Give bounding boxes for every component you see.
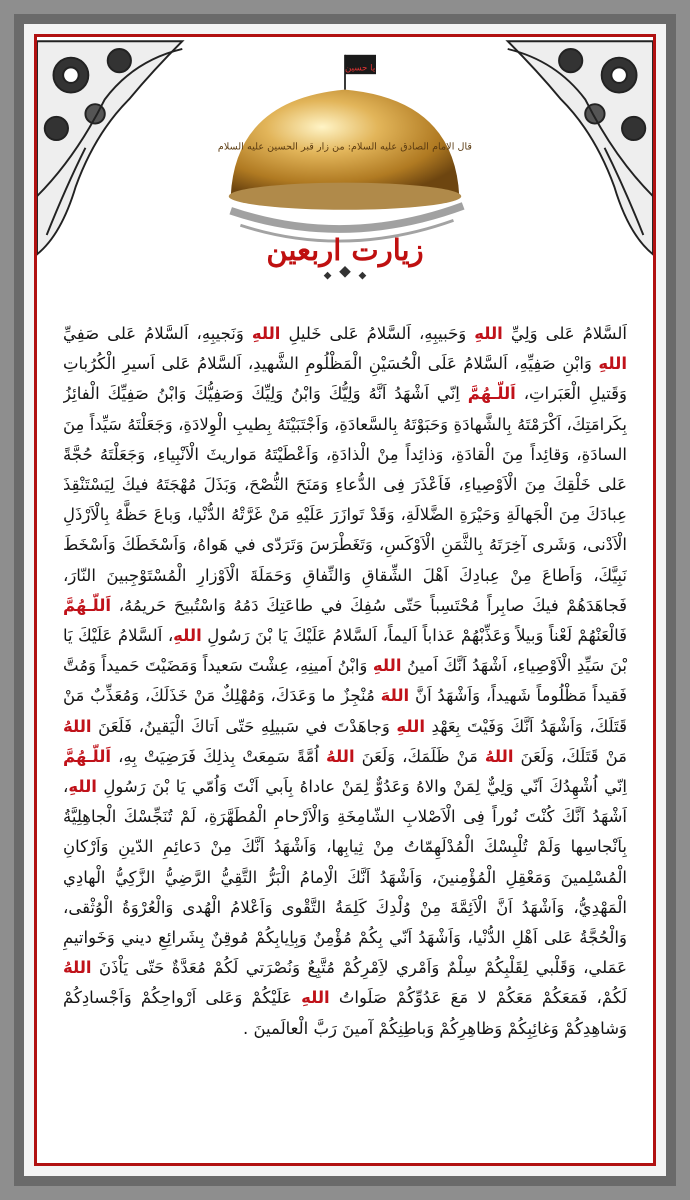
red-word: اللهِ xyxy=(173,626,202,646)
red-word: اللهُ xyxy=(484,746,514,766)
text-segment: لَكُمْ، فَمَعَكُمْ مَعَكُمْ لا مَعَ عَدُوِّكُمْ صَلَواتُ xyxy=(329,988,627,1008)
left-floral-ornament xyxy=(37,41,182,254)
red-word: اللهِ xyxy=(251,324,281,343)
text-segment: اِنّي اُشْهِدُكَ اَنّي وَلِيٌّ لِمَنْ والاهُ وَعَدُوٌّ لِمَنْ عاداهُ بِاَبي اَنْتَ وَاُمّي يَا بْنَ رَسُولِ xyxy=(96,777,627,797)
ziyarat-text xyxy=(63,319,627,1143)
text-segment: اُمَّةً سَمِعَتْ بِذلِكَ فَرَضِيَتْ بِهِ، xyxy=(111,746,327,766)
red-word: اللهُ xyxy=(326,746,355,766)
text-segment: اَلسَّلامُ عَلى وَلِيِّ xyxy=(502,324,627,343)
dome-inscription: قال الامام الصادق عليه السلام: من زار قبر الحسين عليه السلام xyxy=(217,141,473,153)
text-segment: فَالْعَنْهُمْ لَعْناً وَبيلاً وَعَذِّبْهُمْ عَذاباً اَليماً، اَلسَّلامُ عَلَيْكَ يَا بْنَ رَسُولِ xyxy=(201,626,627,646)
red-word: اللهِ xyxy=(301,988,330,1008)
text-segment: وَنَجيبِهِ، اَلسَّلامُ عَلى صَفِيِّ xyxy=(63,324,252,343)
ziyarat-paragraph xyxy=(63,319,627,1044)
text-segment: وَابْنُ اَمينِهِ، عِشْتَ سَعيداً وَمَضَيْتَ حَميداً وَمُتَّ فَقيداً مَظْلُوماً شَهيداً، وَاَشْهَدُ اَنَّ xyxy=(63,656,627,706)
red-word: اللهِ xyxy=(474,324,503,343)
red-word: اللهُ xyxy=(63,958,92,978)
page-frame xyxy=(14,14,676,1186)
red-word: اللهِ xyxy=(598,354,627,374)
red-word: اللهُ xyxy=(63,716,92,736)
text-segment: وَجاهَدْتَ في سَبيلِهِ حَتّى اَتاكَ الْيَقينُ، فَلَعَنَ xyxy=(91,716,397,736)
dome-image xyxy=(229,55,461,210)
content-border xyxy=(34,34,656,1166)
text-segment: وَحَبيبِهِ، اَلسَّلامُ عَلى خَليلِ xyxy=(280,324,475,343)
right-floral-ornament xyxy=(508,41,653,254)
page-title: زیارت اربعین xyxy=(266,233,424,267)
red-word: اللهِ xyxy=(372,656,402,676)
text-segment: مُنْجِزٌ ما وَعَدَكَ، وَمُهْلِكٌ مَنْ خَذَلَكَ، وَمُعَذِّبٌ مَنْ قَتَلَكَ، وَاَشْهَدُ اَنَّكَ وَفَيْتَ بِعَهْدِ xyxy=(63,686,627,736)
title-flourish xyxy=(324,266,367,280)
flag-text: يا حسين xyxy=(345,63,376,74)
red-word: اللهَ xyxy=(380,686,410,706)
red-word: اللهِ xyxy=(68,777,97,797)
text-segment: ، اَشْهَدُ اَنَّكَ كُنْتَ نُوراً فِى الْاَصْلابِ الشّامِخَةِ وَالْاَرْحامِ الْمُطَهَّرَةِ، لَمْ تُنَجِّسْكَ الْجاهِلِيَّةُ بِاَنْجاسِها وَلَمْ تُلْبِسْكَ الْمُدْلَهِمّاتُ مِنْ ثِيابِها، وَاَشْهَدُ اَنَّكَ مِنْ دَعائِمِ الدّينِ وَاَرْكانِ الْمُسْلِمينَ وَمَعْقِلِ الْمُؤْمِنينَ، وَاَشْهَدُ اَنَّكَ الْاِمامُ الْبَرُّ التَّقِيُّ الرَّضِيُّ الزَّكِيُّ الْهادِي الْمَهْدِيُّ، وَاَشْهَدُ اَنَّ الْاَئِمَّةَ مِنْ وُلْدِكَ كَلِمَةُ التَّقْوى وَاَعْلامُ الْهُدى وَالْعُرْوَةُ الْوُثْقى، وَالْحُجَّةُ عَلى اَهْلِ الدُّنْيا، وَاَشْهَدُ اَنّي بِكُمْ مُؤْمِنٌ وَبِاِيابِكُمْ مُوقِنٌ بِشَرائِعِ ديني وَخَواتيمِ عَمَلي، وَقَلْبي لِقَلْبِكُمْ سِلْمٌ وَاَمْري لاَِمْرِكُمْ مُتَّبِعٌ وَنُصْرَتي لَكُمْ مُعَدَّةٌ حَتّى يَاْذَنَ xyxy=(63,777,627,978)
red-word: اَللّـهُمَّ xyxy=(63,746,112,766)
text-segment: اِنّي اَشْهَدُ اَنَّهُ وَلِيُّكَ وَابْنُ وَلِيِّكَ وَصَفِيُّكَ وَابْنُ صَفِيِّكَ الْفائِزُ بِكَرامَتِكَ، اَكْرَمْتَهُ بِالشَّهادَةِ وَحَبَوْتَهُ بِالسَّعادَةِ، وَاَجْتَبَيْتَهُ بِطيبِ الْوِلادَةِ، وَجَعَلْتَهُ سَيِّداً مِنَ السادَةِ، وَقائِداً مِنَ الْقادَةِ، وَذائِداً مِنْ الْذادَةِ، وَاَعْطَيْتَهُ مَواريثَ الْاَنْبِياءِ، وَجَعَلْتَهُ حُجَّةً عَلى خَلْقِكَ مِنَ الْاَوْصِياءِ، فَاَعْذَرَ فِى الدُّعاءِ وَمَنَحَ النُّصْحَ، وَبَذَلَ مُهْجَتَهُ فيكَ لِيَسْتَنْقِذَ عِبادَكَ مِنَ الْجَهالَةِ وَحَيْرَةِ الضَّلالَةِ، وَقَدْ تَوازَرَ عَلَيْهِ مَنْ غَرَّتْهُ الدُّنْيا، وَباعَ حَظَّهُ بِالْاَرْذَلِ الْاَدْنى، وَشَرى آخِرَتَهُ بِالثَّمَنِ الْاَوْكَسِ، وَتَغَطْرَسَ وَتَرَدّى في هَواهُ، وَاَسْخَطَكَ وَاَسْخَطَ نَبِيَّكَ، وَاَطاعَ مِنْ عِبادِكَ اَهْلَ الشِّقاقِ وَالنِّفاقِ وَحَمَلَةَ الْاَوْزارِ الْمُسْتَوْجِبينَ النّارَ، فَجاهَدَهُمْ فيكَ صابِراً مُحْتَسِباً حَتّى سُفِكَ في طاعَتِكَ دَمُهُ وَاسْتُبيحَ حَريمُهُ، xyxy=(63,384,627,615)
text-segment: ، اَلسَّلامُ عَلَيْكَ يَا بْنَ سَيِّدِ الْاَوْصِياءِ، اَشْهَدُ اَنَّكَ اَمينُ xyxy=(63,626,627,676)
text-segment: عَلَيْكُمْ وَعَلى اَرْواحِكُمْ وَاَجْسادِكُمْ وَشاهِدِكُمْ وَغائِبِكُمْ وَظاهِرِكُمْ وَباطِنِكُمْ آمينَ رَبَّ الْعالَمينَ . xyxy=(63,988,627,1038)
text-segment: مَنْ ظَلَمَكَ، وَلَعَنَ xyxy=(354,746,485,766)
red-word: اَللّـهُمَّ xyxy=(467,384,516,404)
text-segment: مَنْ قَتَلَكَ، وَلَعَنَ xyxy=(513,746,627,766)
red-word: اللهِ xyxy=(396,716,425,736)
text-segment: وَابْنِ صَفِيِّهِ، اَلسَّلامُ عَلَى الْحُسَيْنِ الْمَظْلُومِ الشَّهيدِ، اَلسَّلامُ عَلى اَسيرِ الْكُرُباتِ وَقَتيلِ الْعَبَراتِ، xyxy=(63,354,627,404)
red-word: اَللّـهُمَّ xyxy=(63,595,112,615)
